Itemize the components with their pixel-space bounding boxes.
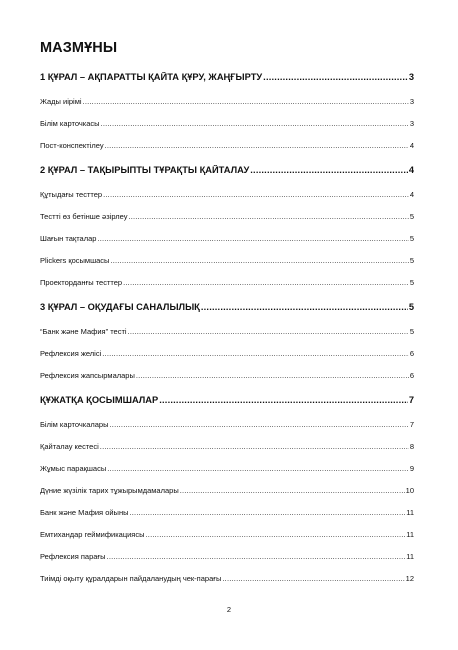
dot-leader [250, 165, 408, 175]
toc-entry-page-number: 7 [408, 395, 414, 405]
dot-leader [180, 486, 405, 495]
toc-entry [40, 530, 414, 541]
toc-entry-label: Тиімді оқыту құралдарын пайдаланудың чек-парағы [40, 574, 222, 583]
toc-title: МАЗМҰНЫ [40, 40, 118, 56]
toc-entry [40, 442, 414, 453]
toc-section-entry [40, 395, 414, 409]
toc-section-entry [40, 72, 414, 86]
dot-leader [201, 302, 408, 312]
toc-entry-label: Банк және Мафия ойыны [40, 508, 129, 517]
toc-entry-page-number: 4 [409, 141, 414, 150]
toc-entry-page-number: 3 [409, 119, 414, 128]
toc-entry [40, 349, 414, 360]
toc-entry-page-number: 6 [409, 349, 414, 358]
toc-entry-label: Тестті өз бетінше әзірлеу [40, 212, 128, 221]
toc-entry-page-number: 4 [409, 190, 414, 199]
dot-leader [105, 141, 409, 150]
toc-entry [40, 119, 414, 130]
dot-leader [107, 464, 409, 473]
dot-leader [107, 552, 406, 561]
dot-leader [128, 212, 408, 221]
toc-entry-page-number: 5 [409, 234, 414, 243]
dot-leader [103, 190, 409, 199]
toc-entry-label: Рефлексия желісі [40, 349, 102, 358]
toc-entry-label: Дүние жүзілік тарих тұжырымдамалары [40, 486, 179, 495]
toc-entry-label: 3 ҚҰРАЛ – ОҚУДАҒЫ САНАЛЫЛЫҚ [40, 302, 200, 312]
dot-leader [222, 574, 404, 583]
toc-entry-page-number: 5 [409, 327, 414, 336]
toc-entry-page-number: 5 [409, 278, 414, 287]
toc-entry-label: Жады иірімі [40, 97, 82, 106]
toc-entry-label: Емтихандар геймификациясы [40, 530, 145, 539]
toc-entry [40, 256, 414, 267]
toc-entry-page-number: 5 [408, 302, 414, 312]
toc-entry [40, 278, 414, 289]
dot-leader [146, 530, 406, 539]
toc-entry-page-number: 3 [408, 72, 414, 82]
toc-entry [40, 141, 414, 152]
toc-entry-page-number: 9 [409, 464, 414, 473]
dot-leader [110, 256, 408, 265]
toc-entry-page-number: 12 [405, 574, 414, 583]
toc-entry-label: Пост-конспектілеу [40, 141, 104, 150]
toc-entry-label: 1 ҚҰРАЛ – АҚПАРАТТЫ ҚАЙТА ҚҰРУ, ЖАҢҒЫРТУ [40, 72, 263, 82]
toc-entry-label: ҚҰЖАТҚА ҚОСЫМШАЛАР [40, 395, 159, 405]
toc-entry [40, 486, 414, 497]
toc-entry-label: Құтыдағы тесттер [40, 190, 103, 199]
toc-entry-label: Қайталау кестесі [40, 442, 99, 451]
dot-leader [136, 371, 409, 380]
dot-leader [97, 234, 408, 243]
toc-entry [40, 327, 414, 338]
dot-leader [129, 508, 405, 517]
toc-entry-page-number: 5 [409, 256, 414, 265]
toc-entry [40, 97, 414, 108]
toc-entry-label: Білім карточкасы [40, 119, 100, 128]
toc-entry [40, 190, 414, 201]
toc-entry-label: Рефлексия жапсырмалары [40, 371, 135, 380]
toc-entry-page-number: 10 [405, 486, 414, 495]
toc-section-entry [40, 302, 414, 316]
toc-entry-page-number: 6 [409, 371, 414, 380]
dot-leader [128, 327, 409, 336]
toc-entry-label: Жұмыс парақшасы [40, 464, 107, 473]
toc-entry-page-number: 11 [406, 530, 414, 539]
toc-entry [40, 464, 414, 475]
dot-leader [102, 349, 409, 358]
toc-entry-page-number: 11 [406, 508, 414, 517]
toc-entry [40, 574, 414, 585]
toc-entry-label: Проекторданғы тесттер [40, 278, 123, 287]
toc-entry-label: Шағын тақталар [40, 234, 97, 243]
dot-leader [123, 278, 409, 287]
toc-entry-page-number: 4 [408, 165, 414, 175]
dot-leader [83, 97, 409, 106]
toc-entry [40, 552, 414, 563]
toc-entry-page-number: 7 [409, 420, 414, 429]
toc-entry [40, 508, 414, 519]
toc-entry [40, 234, 414, 245]
toc-section-entry [40, 165, 414, 179]
toc-entry-label: 2 ҚҰРАЛ – ТАҚЫРЫПТЫ ТҰРАҚТЫ ҚАЙТАЛАУ [40, 165, 250, 175]
toc-entry-page-number: 8 [409, 442, 414, 451]
toc-entry-label: Plickers қосымшасы [40, 256, 110, 265]
dot-leader [110, 420, 409, 429]
toc-entry [40, 212, 414, 223]
toc-entry-label: Білім карточкалары [40, 420, 109, 429]
toc-entry [40, 371, 414, 382]
toc-entry-label: “Банк және Мафия” тесті [40, 327, 127, 336]
dot-leader [263, 72, 408, 82]
dot-leader [101, 119, 409, 128]
toc-entry-page-number: 3 [409, 97, 414, 106]
toc-entry [40, 420, 414, 431]
dot-leader [100, 442, 409, 451]
toc-entry-page-number: 11 [406, 552, 414, 561]
toc-entry-label: Рефлексия парағы [40, 552, 106, 561]
dot-leader [159, 395, 408, 405]
page-number: 2 [226, 605, 232, 614]
toc-entry-page-number: 5 [409, 212, 414, 221]
